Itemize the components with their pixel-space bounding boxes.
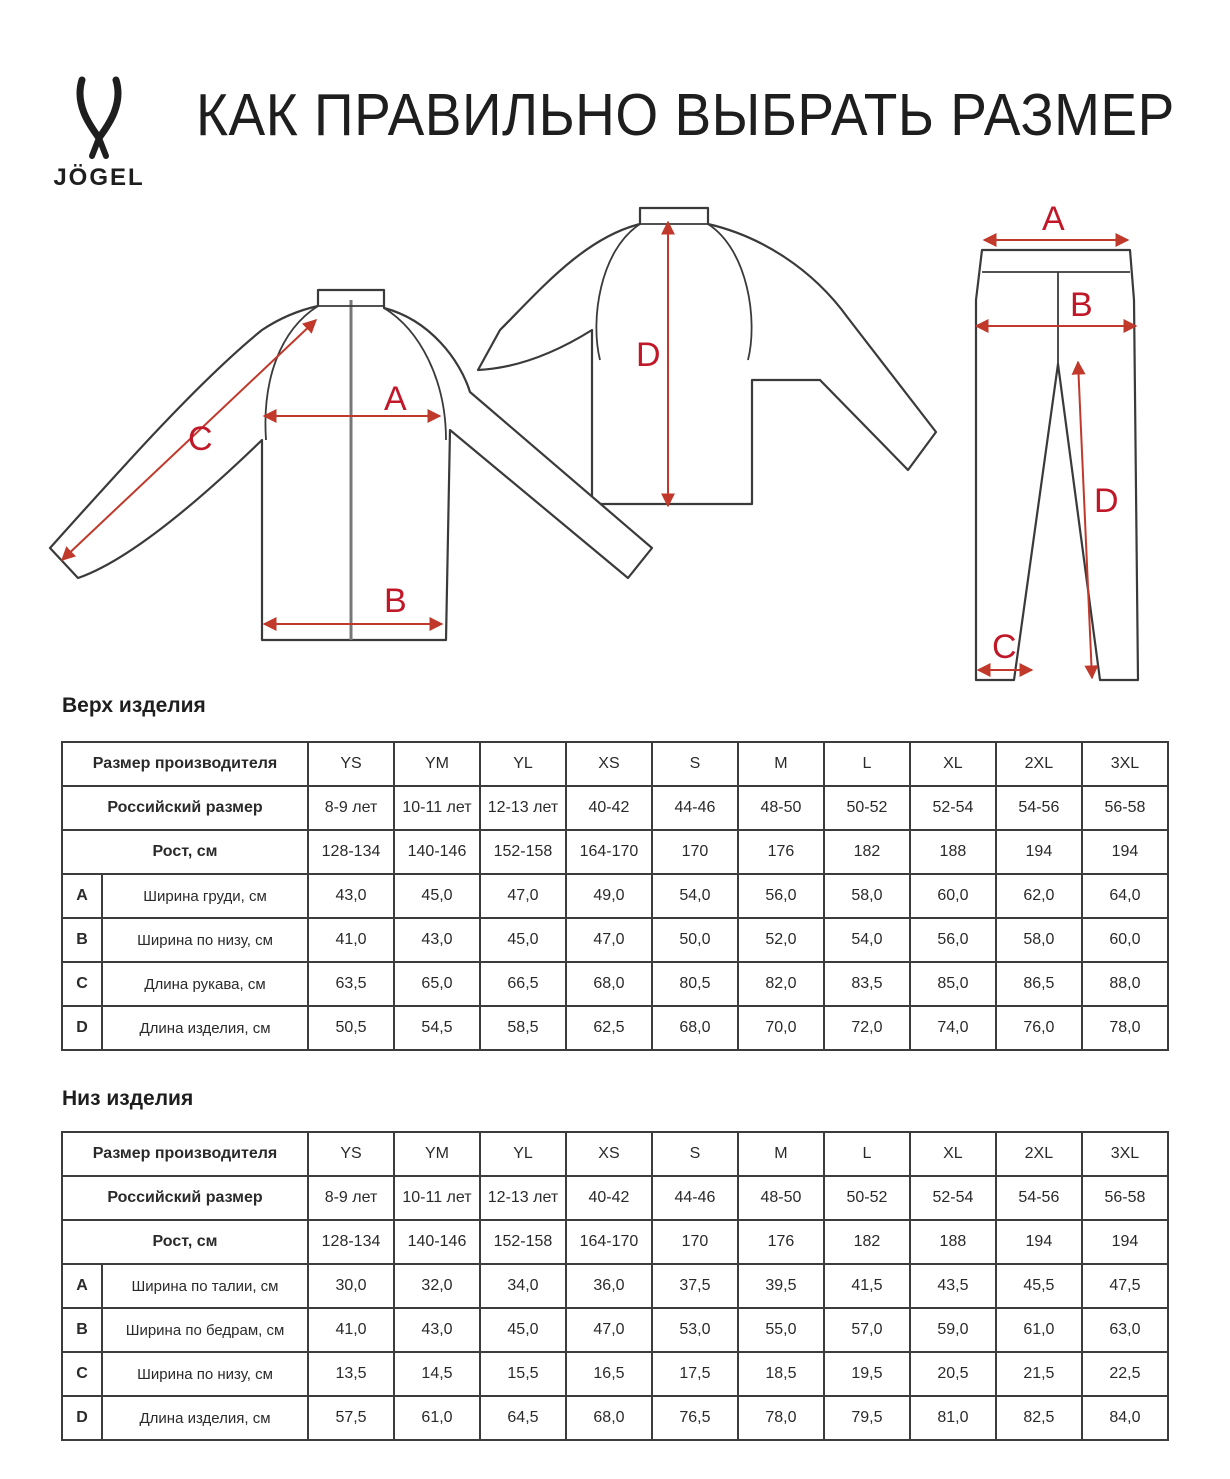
measure-row [62,1396,1168,1440]
measure-value: 39,5 [738,1264,824,1308]
header-label: Рост, см [62,830,308,874]
measure-value: 47,0 [480,874,566,918]
measure-value: 49,0 [566,874,652,918]
header-cell: 140-146 [394,1220,480,1264]
measure-value: 68,0 [566,962,652,1006]
header-label: Российский размер [62,786,308,830]
measure-name: Ширина по низу, см [102,1352,308,1396]
measure-value: 34,0 [480,1264,566,1308]
measure-value: 83,5 [824,962,910,1006]
header-label: Размер производителя [62,1132,308,1176]
measure-name: Длина рукава, см [102,962,308,1006]
measure-value: 21,5 [996,1352,1082,1396]
measure-value: 37,5 [652,1264,738,1308]
header-cell: 54-56 [996,1176,1082,1220]
header-cell: 152-158 [480,830,566,874]
header-cell: 140-146 [394,830,480,874]
label-c: C [188,420,213,458]
measure-value: 82,0 [738,962,824,1006]
measure-value: 64,5 [480,1396,566,1440]
measure-value: 56,0 [910,918,996,962]
bottom-size-table [61,1131,1169,1441]
measure-row [62,1352,1168,1396]
header-cell: 48-50 [738,786,824,830]
measure-value: 79,5 [824,1396,910,1440]
measure-value: 68,0 [652,1006,738,1050]
header-cell: 182 [824,1220,910,1264]
header-cell: 128-134 [308,830,394,874]
measure-value: 14,5 [394,1352,480,1396]
label-b: B [384,582,407,620]
measure-value: 17,5 [652,1352,738,1396]
header-row [62,830,1168,874]
page-title: КАК ПРАВИЛЬНО ВЫБРАТЬ РАЗМЕР [196,81,1175,149]
measure-value: 62,5 [566,1006,652,1050]
header-cell: 194 [1082,830,1168,874]
label-d: D [636,336,661,374]
header-label: Российский размер [62,1176,308,1220]
header-cell: 56-58 [1082,1176,1168,1220]
measure-value: 60,0 [910,874,996,918]
measure-value: 81,0 [910,1396,996,1440]
measure-value: 58,0 [824,874,910,918]
top-section-title: Верх изделия [62,694,206,717]
header-cell: L [824,1132,910,1176]
header-cell: 152-158 [480,1220,566,1264]
measure-value: 59,0 [910,1308,996,1352]
header-cell: 50-52 [824,786,910,830]
pants-label-d: D [1094,482,1119,520]
header-cell: 8-9 лет [308,1176,394,1220]
header-cell: 194 [996,830,1082,874]
header-cell: 182 [824,830,910,874]
measure-value: 86,5 [996,962,1082,1006]
measure-value: 47,0 [566,918,652,962]
measure-value: 53,0 [652,1308,738,1352]
header-cell: 52-54 [910,1176,996,1220]
measure-value: 57,5 [308,1396,394,1440]
pants-label-c: C [992,628,1017,666]
header-cell: 188 [910,830,996,874]
header-cell: 2XL [996,742,1082,786]
measure-value: 78,0 [738,1396,824,1440]
measure-value: 76,0 [996,1006,1082,1050]
measure-name: Ширина груди, см [102,874,308,918]
measure-value: 65,0 [394,962,480,1006]
header-cell: XL [910,1132,996,1176]
measure-value: 47,0 [566,1308,652,1352]
measure-value: 70,0 [738,1006,824,1050]
header-cell: 164-170 [566,1220,652,1264]
measure-value: 45,5 [996,1264,1082,1308]
measure-value: 84,0 [1082,1396,1168,1440]
pants-label-b: B [1070,286,1093,324]
measure-value: 61,0 [996,1308,1082,1352]
pants-label-a: A [1042,200,1065,238]
measure-letter: D [62,1396,102,1440]
measure-row [62,1006,1168,1050]
header-cell: XS [566,742,652,786]
measure-value: 22,5 [1082,1352,1168,1396]
measure-value: 58,0 [996,918,1082,962]
header-cell: 10-11 лет [394,786,480,830]
measure-value: 43,0 [308,874,394,918]
header-row [62,1132,1168,1176]
measure-value: 55,0 [738,1308,824,1352]
measure-value: 20,5 [910,1352,996,1396]
header-cell: 52-54 [910,786,996,830]
measure-value: 54,5 [394,1006,480,1050]
measure-value: 85,0 [910,962,996,1006]
measure-letter: B [62,918,102,962]
header-cell: S [652,1132,738,1176]
header-cell: 3XL [1082,1132,1168,1176]
measure-value: 64,0 [1082,874,1168,918]
header-cell: 44-46 [652,1176,738,1220]
measure-letter: C [62,962,102,1006]
header-cell: YM [394,1132,480,1176]
header-cell: 56-58 [1082,786,1168,830]
measure-value: 76,5 [652,1396,738,1440]
header-cell: M [738,1132,824,1176]
measure-value: 45,0 [394,874,480,918]
measure-letter: A [62,874,102,918]
header-row [62,1176,1168,1220]
header-cell: 40-42 [566,1176,652,1220]
measure-row [62,874,1168,918]
measure-value: 56,0 [738,874,824,918]
header-cell: YL [480,742,566,786]
measure-value: 63,5 [308,962,394,1006]
header-cell: YM [394,742,480,786]
measure-name: Ширина по талии, см [102,1264,308,1308]
measure-value: 43,0 [394,918,480,962]
measure-name: Длина изделия, см [102,1396,308,1440]
garment-illustrations [0,0,1230,700]
header-cell: 48-50 [738,1176,824,1220]
header-cell: YS [308,742,394,786]
header-cell: 54-56 [996,786,1082,830]
measure-value: 63,0 [1082,1308,1168,1352]
header-cell: 128-134 [308,1220,394,1264]
measure-value: 54,0 [824,918,910,962]
header-row [62,786,1168,830]
measure-value: 60,0 [1082,918,1168,962]
measure-value: 62,0 [996,874,1082,918]
measure-value: 80,5 [652,962,738,1006]
header-cell: 164-170 [566,830,652,874]
header-cell: 194 [1082,1220,1168,1264]
header-cell: 3XL [1082,742,1168,786]
header-label: Рост, см [62,1220,308,1264]
measure-value: 16,5 [566,1352,652,1396]
measure-value: 57,0 [824,1308,910,1352]
measure-value: 74,0 [910,1006,996,1050]
measure-value: 32,0 [394,1264,480,1308]
header-cell: 176 [738,1220,824,1264]
measure-value: 41,5 [824,1264,910,1308]
measure-value: 41,0 [308,1308,394,1352]
pants-drawing [976,250,1138,680]
measure-value: 52,0 [738,918,824,962]
measure-value: 36,0 [566,1264,652,1308]
measure-row [62,1264,1168,1308]
header-cell: 10-11 лет [394,1176,480,1220]
measure-row [62,962,1168,1006]
header-cell: L [824,742,910,786]
header-cell: 170 [652,830,738,874]
header-row [62,742,1168,786]
measure-letter: C [62,1352,102,1396]
label-a: A [384,380,407,418]
header-cell: XS [566,1132,652,1176]
measure-value: 50,0 [652,918,738,962]
measure-value: 82,5 [996,1396,1082,1440]
measure-value: 78,0 [1082,1006,1168,1050]
measure-value: 68,0 [566,1396,652,1440]
measure-value: 30,0 [308,1264,394,1308]
measure-value: 19,5 [824,1352,910,1396]
measure-value: 45,0 [480,1308,566,1352]
measure-row [62,1308,1168,1352]
measure-value: 15,5 [480,1352,566,1396]
header-cell: 44-46 [652,786,738,830]
measure-letter: A [62,1264,102,1308]
measure-value: 72,0 [824,1006,910,1050]
measure-value: 88,0 [1082,962,1168,1006]
header-row [62,1220,1168,1264]
header-cell: 188 [910,1220,996,1264]
measure-value: 47,5 [1082,1264,1168,1308]
measure-value: 45,0 [480,918,566,962]
header-cell: YL [480,1132,566,1176]
header-cell: 176 [738,830,824,874]
measure-name: Ширина по низу, см [102,918,308,962]
top-size-table [61,741,1169,1051]
measure-value: 50,5 [308,1006,394,1050]
measure-value: 61,0 [394,1396,480,1440]
bottom-section-title: Низ изделия [62,1087,194,1110]
header-label: Размер производителя [62,742,308,786]
measure-value: 58,5 [480,1006,566,1050]
measure-value: 18,5 [738,1352,824,1396]
measure-value: 43,5 [910,1264,996,1308]
measure-name: Длина изделия, см [102,1006,308,1050]
header-cell: 50-52 [824,1176,910,1220]
brand-name: JÖGEL [53,164,145,191]
header-cell: 170 [652,1220,738,1264]
header-cell: YS [308,1132,394,1176]
measure-row [62,918,1168,962]
measure-name: Ширина по бедрам, см [102,1308,308,1352]
header-cell: S [652,742,738,786]
header-cell: M [738,742,824,786]
measure-letter: B [62,1308,102,1352]
header-cell: 12-13 лет [480,786,566,830]
measure-value: 66,5 [480,962,566,1006]
header-cell: 12-13 лет [480,1176,566,1220]
header-cell: 2XL [996,1132,1082,1176]
header-cell: 194 [996,1220,1082,1264]
header-cell: XL [910,742,996,786]
header-cell: 8-9 лет [308,786,394,830]
measure-value: 43,0 [394,1308,480,1352]
measure-value: 54,0 [652,874,738,918]
measure-value: 41,0 [308,918,394,962]
measure-value: 13,5 [308,1352,394,1396]
header-cell: 40-42 [566,786,652,830]
measure-letter: D [62,1006,102,1050]
